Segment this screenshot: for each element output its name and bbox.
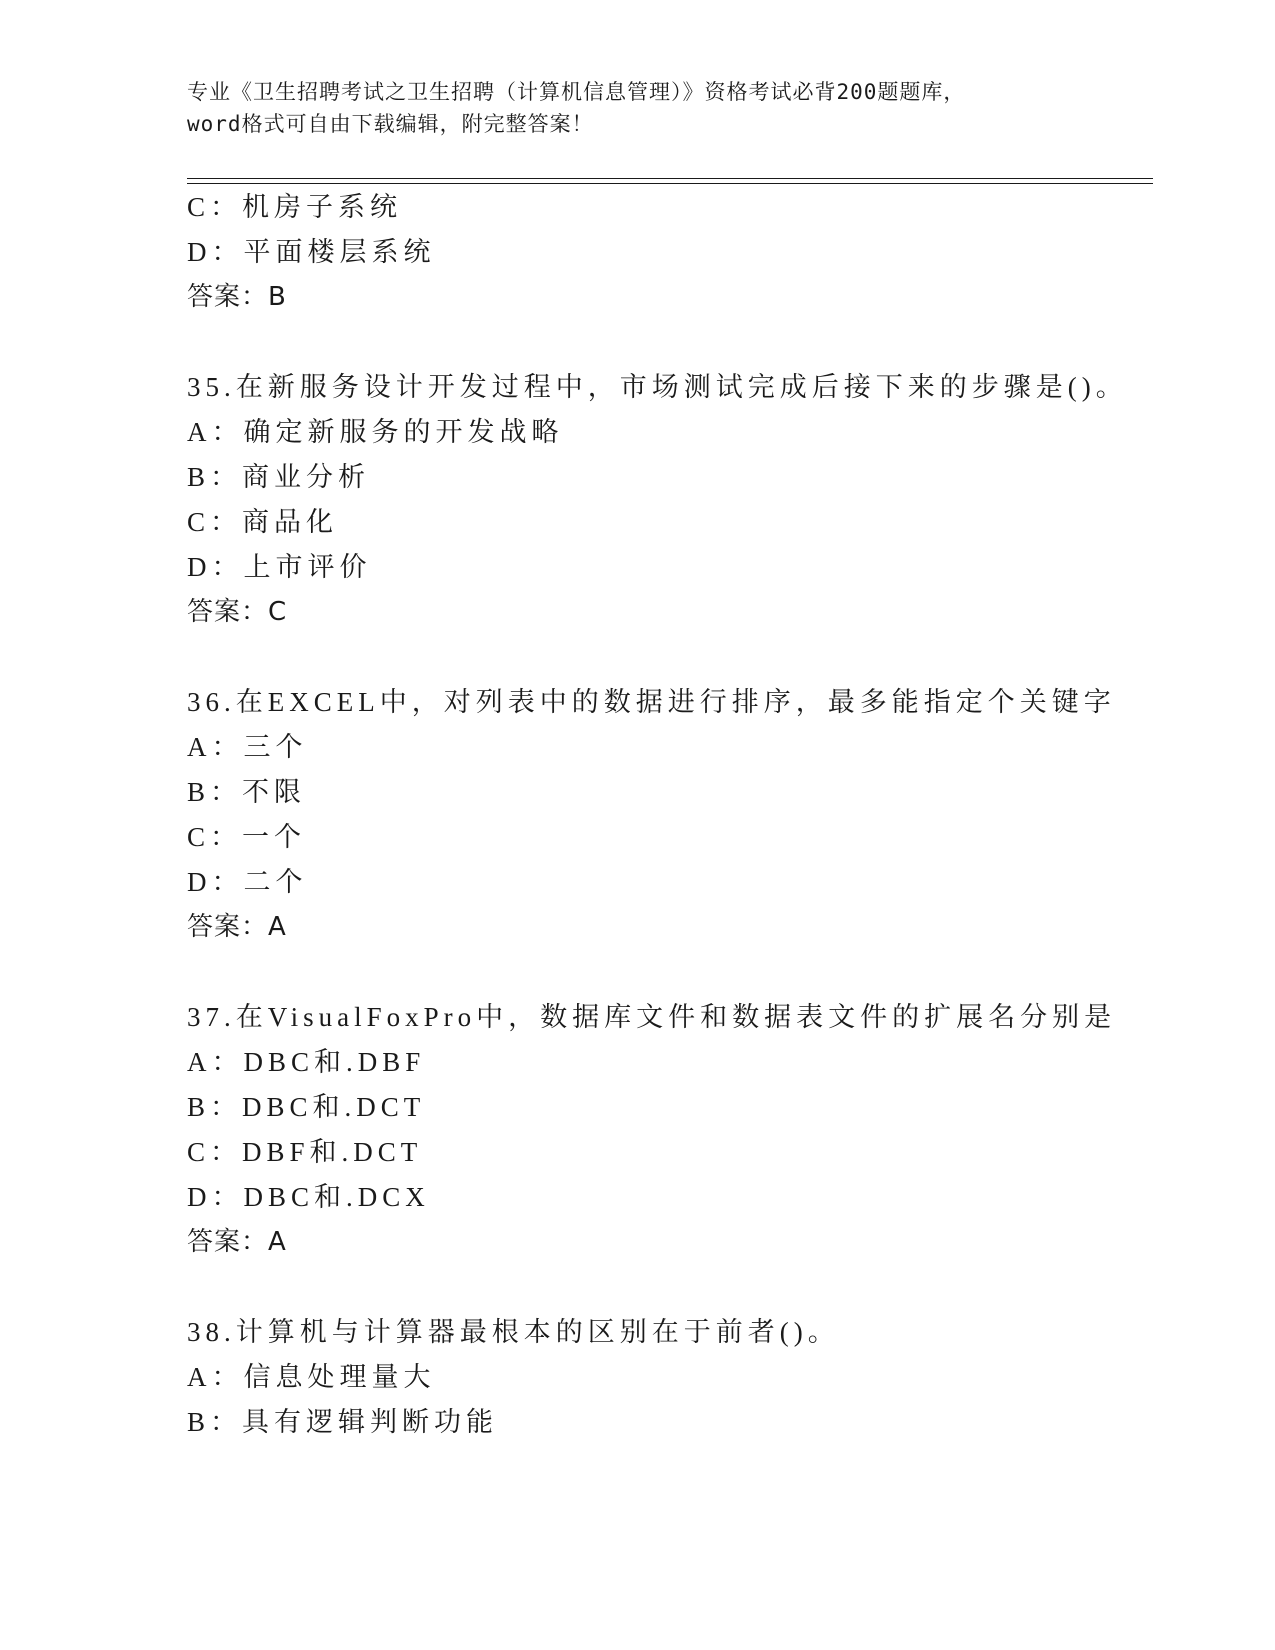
header-divider-top (187, 178, 1153, 179)
option-line: D：DBC和.DCX (187, 1182, 430, 1212)
question-text: 38.计算机与计算器最根本的区别在于前者()。 (187, 1317, 840, 1347)
option-line: C：机房子系统 (187, 192, 403, 222)
option-line: D：上市评价 (187, 552, 372, 582)
option-line: C：一个 (187, 822, 307, 852)
document-header (187, 76, 1087, 140)
option-line: B：商业分析 (187, 462, 371, 492)
option-line: A：确定新服务的开发战略 (187, 417, 564, 447)
answer-line: 答案：C (187, 597, 288, 627)
answer-line: 答案：A (187, 1227, 287, 1257)
option-line: B：DBC和.DCT (187, 1092, 426, 1122)
header-line-2: word格式可自由下载编辑，附完整答案！ (187, 112, 594, 136)
answer-line: 答案：B (187, 282, 287, 312)
option-line: A：信息处理量大 (187, 1362, 436, 1392)
option-line: B：具有逻辑判断功能 (187, 1407, 499, 1437)
answer-line: 答案：A (187, 912, 287, 942)
question-text: 35.在新服务设计开发过程中，市场测试完成后接下来的步骤是()。 (187, 372, 1128, 402)
header-divider-bottom (187, 183, 1153, 184)
option-line: D：平面楼层系统 (187, 237, 436, 267)
header-line-1: 专业《卫生招聘考试之卫生招聘（计算机信息管理）》资格考试必背200题题库， (187, 80, 966, 104)
option-line: C：DBF和.DCT (187, 1137, 423, 1167)
question-text: 36.在EXCEL中，对列表中的数据进行排序，最多能指定个关键字 (187, 687, 1116, 717)
option-line: B：不限 (187, 777, 307, 807)
option-line: C：商品化 (187, 507, 339, 537)
question-text: 37.在VisualFoxPro中，数据库文件和数据表文件的扩展名分别是 (187, 1002, 1117, 1032)
option-line: D：二个 (187, 867, 308, 897)
option-line: A：DBC和.DBF (187, 1047, 426, 1077)
option-line: A：三个 (187, 732, 308, 762)
